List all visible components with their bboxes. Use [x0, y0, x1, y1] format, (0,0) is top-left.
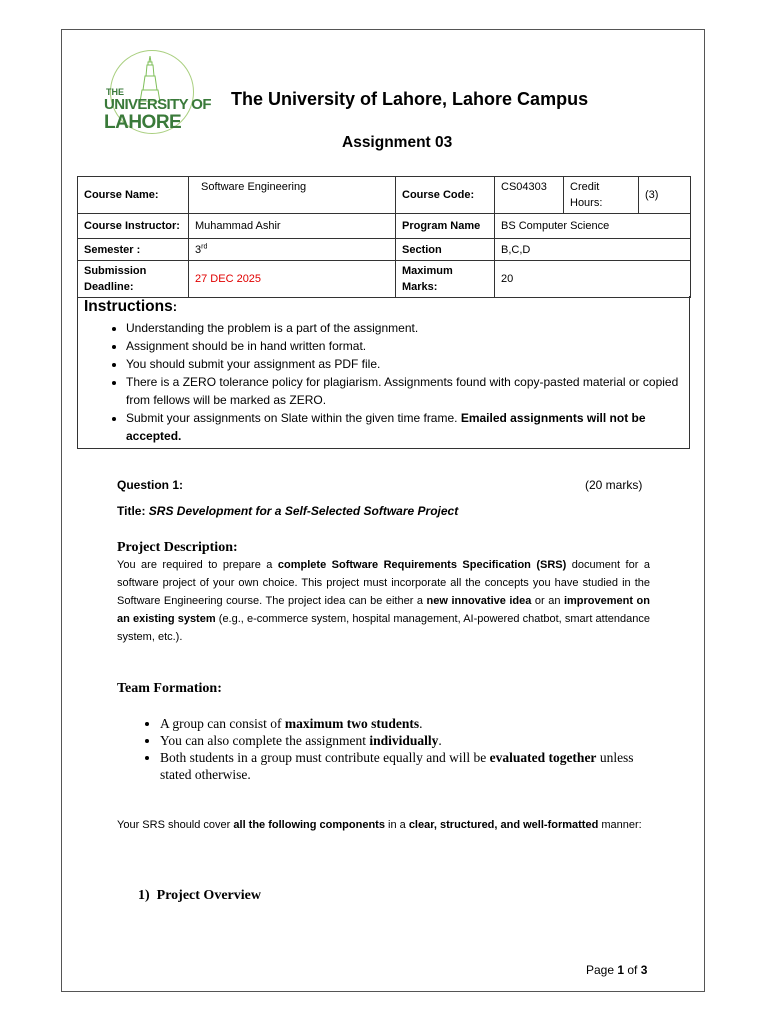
question-title: Title: SRS Development for a Self-Selected Software Project: [117, 504, 459, 518]
max-marks-value: 20: [495, 261, 691, 298]
section-value: B,C,D: [495, 239, 691, 261]
semester-value: 3rd: [189, 239, 396, 261]
instructions-box: [77, 296, 690, 449]
instructor-value: Muhammad Ashir: [189, 214, 396, 239]
semester-label: Semester :: [78, 239, 189, 261]
srs-intro-text: Your SRS should cover all the following components in a clear, structured, and well-formatted manner:: [117, 819, 642, 831]
course-code-value: CS04303: [495, 177, 564, 214]
project-description-heading: Project Description:: [117, 540, 238, 555]
instruction-item: • Assignment should be in hand written format.: [126, 337, 686, 355]
team-rule-item: • You can also complete the assignment individually.: [160, 732, 650, 749]
max-marks-label: Maximum Marks:: [396, 261, 495, 298]
project-description-text: You are required to prepare a complete Software Requirements Specification (SRS) document for a software project of your own choice. This project must incorporate all the concepts you have studied in the Software Engineering course. The project idea can be either a new innovative idea or an improvement on an existing system (e.g., e-commerce system, hospital management, AI-powered chatbot, smart attendance system, etc.).: [117, 559, 650, 643]
credit-hours-label: Credit Hours:: [564, 177, 639, 214]
course-name-label: Course Name:: [78, 177, 189, 214]
instructions-heading: Instructions:: [84, 298, 178, 315]
page-number: Page 1 of 3: [586, 963, 648, 977]
team-rule-item: • Both students in a group must contribute equally and will be evaluated together unless stated otherwise.: [160, 749, 650, 783]
team-formation-heading: Team Formation:: [117, 681, 222, 696]
course-info-table: [77, 176, 691, 298]
instructions-list: [105, 319, 686, 445]
instruction-item: • Understanding the problem is a part of the assignment.: [126, 319, 686, 337]
credit-hours-value: (3): [639, 177, 691, 214]
instructor-label: Course Instructor:: [78, 214, 189, 239]
logo-text-lahore: LAHORE: [104, 112, 182, 133]
question-label: Question 1:: [117, 478, 184, 492]
instruction-item: • There is a ZERO tolerance policy for plagiarism. Assignments found with copy-pasted material or copied from fellows will be marked as ZERO.: [126, 373, 686, 409]
instruction-item: • You should submit your assignment as PDF file.: [126, 355, 686, 373]
logo-text-the: THE: [106, 87, 124, 97]
team-rule-item: • A group can consist of maximum two students.: [160, 715, 650, 732]
instruction-item: • Submit your assignments on Slate within the given time frame. Emailed assignments will not be accepted.: [126, 409, 686, 445]
course-code-label: Course Code:: [396, 177, 495, 214]
deadline-value: 27 DEC 2025: [189, 261, 396, 298]
university-logo: [98, 48, 211, 136]
section-label: Section: [396, 239, 495, 261]
team-formation-list: [140, 715, 650, 783]
university-title: The University of Lahore, Lahore Campus: [231, 89, 589, 109]
component-project-overview: 1) Project Overview: [138, 888, 261, 903]
program-label: Program Name: [396, 214, 495, 239]
assignment-title: Assignment 03: [342, 134, 453, 151]
program-value: BS Computer Science: [495, 214, 691, 239]
course-name-value: Software Engineering: [189, 177, 396, 214]
question-marks: (20 marks): [585, 478, 643, 492]
logo-text-university: UNIVERSITY OF: [104, 96, 211, 113]
deadline-label: Submission Deadline:: [78, 261, 189, 298]
